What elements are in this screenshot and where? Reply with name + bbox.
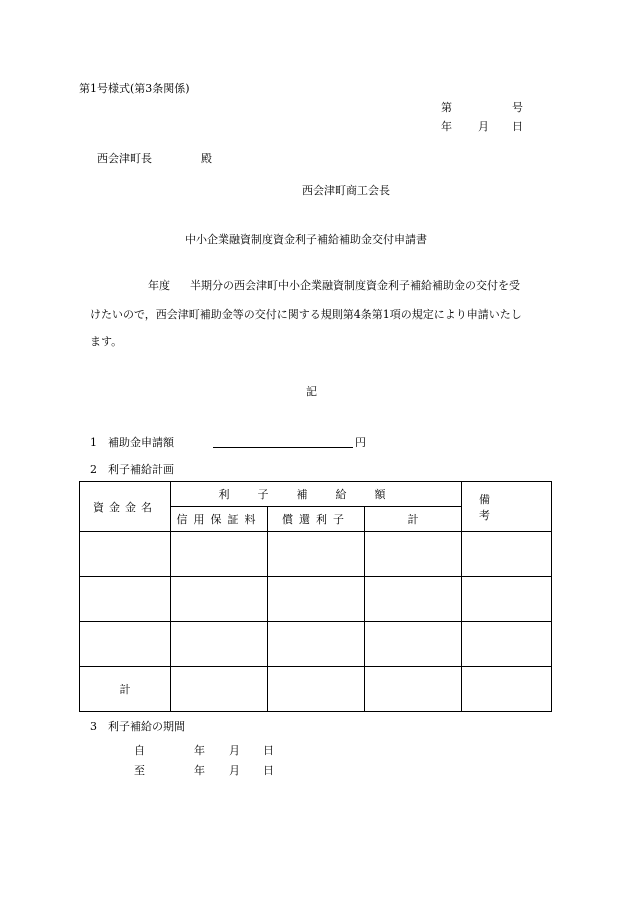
period-to-month: 月 [229, 764, 240, 777]
subheader-repayment-interest: 償還利子 [268, 507, 365, 532]
body-line-3: ます。 [90, 335, 123, 348]
cell-fund-name[interactable] [80, 577, 171, 622]
total-remarks[interactable] [462, 667, 552, 712]
table-total-row [80, 667, 552, 712]
cell-repayment-interest[interactable] [268, 622, 365, 667]
period-to-label: 至 [134, 764, 145, 777]
period-from-label: 自 [134, 744, 145, 757]
total-subtotal[interactable] [365, 667, 462, 712]
cell-credit-guarantee[interactable] [171, 532, 268, 577]
total-credit-guarantee[interactable] [171, 667, 268, 712]
subheader-total: 計 [365, 507, 462, 532]
body-line-2: けたいので，西会津町補助金等の交付に関する規則第4条第1項の規定により申請いたし [90, 308, 522, 321]
header-remarks: 備考 [462, 482, 552, 532]
cell-remarks[interactable] [462, 532, 552, 577]
cell-remarks[interactable] [462, 622, 552, 667]
header-fund-name: 資金金名 [80, 482, 171, 532]
table-row [80, 532, 552, 577]
cell-fund-name[interactable] [80, 532, 171, 577]
cell-credit-guarantee[interactable] [171, 622, 268, 667]
cell-fund-name[interactable] [80, 622, 171, 667]
header-interest-amount: 利子補給額 [171, 482, 462, 507]
date-day: 日 [512, 120, 523, 133]
period-from-day: 日 [263, 744, 274, 757]
form-number: 第1号様式(第3条関係) [79, 82, 190, 95]
item-1-label: 1 補助金申請額 [90, 436, 174, 449]
amount-blank-line[interactable] [213, 447, 353, 448]
cell-credit-guarantee[interactable] [171, 577, 268, 622]
cell-remarks[interactable] [462, 577, 552, 622]
period-from-year: 年 [194, 744, 205, 757]
addressee-honorific: 殿 [201, 152, 212, 165]
number-label-dai: 第 [441, 101, 452, 114]
total-repayment-interest[interactable] [268, 667, 365, 712]
cell-subtotal[interactable] [365, 577, 462, 622]
table-row [80, 622, 552, 667]
subheader-credit-guarantee-fee: 信用保証料 [171, 507, 268, 532]
body-line-1 [148, 277, 520, 293]
sender: 西会津町商工会長 [302, 184, 390, 197]
table-row [80, 577, 552, 622]
body-line-1-text: 半期分の西会津町中小企業融資制度資金利子補給補助金の交付を受 [190, 279, 520, 292]
item-3-label: 3 利子補給の期間 [90, 720, 185, 733]
body-year-label: 年度 [148, 279, 170, 292]
item-2-label: 2 利子補給計画 [90, 463, 174, 476]
cell-repayment-interest[interactable] [268, 532, 365, 577]
addressee-name: 西会津町長 [97, 152, 152, 165]
yen-unit: 円 [355, 436, 366, 449]
period-to-day: 日 [263, 764, 274, 777]
interest-subsidy-plan-table [79, 481, 552, 712]
ki-heading: 記 [306, 385, 317, 398]
date-year: 年 [441, 120, 452, 133]
total-row-label: 計 [80, 667, 171, 712]
cell-subtotal[interactable] [365, 532, 462, 577]
period-to-year: 年 [194, 764, 205, 777]
number-label-go: 号 [512, 101, 523, 114]
period-from-month: 月 [229, 744, 240, 757]
cell-repayment-interest[interactable] [268, 577, 365, 622]
document-title: 中小企業融資制度資金利子補給補助金交付申請書 [185, 233, 427, 246]
cell-subtotal[interactable] [365, 622, 462, 667]
date-month: 月 [478, 120, 489, 133]
